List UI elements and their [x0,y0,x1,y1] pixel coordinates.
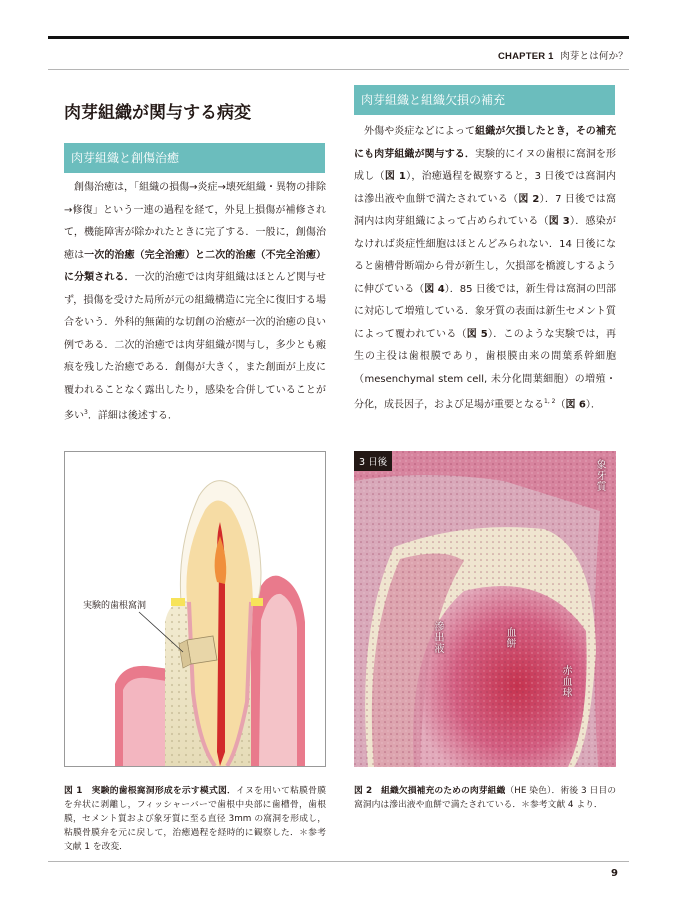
figure-1-caption [64,784,326,854]
figure-2-histology [354,451,616,767]
text-span: 外傷や炎症などによって [364,126,476,137]
chapter-label: CHAPTER 1 [497,51,554,62]
paragraph-wound-healing [64,177,326,428]
caption-title: 図 1 実験的歯根窩洞形成を示す模式図． [64,786,237,796]
bold-text: 一次的治癒（完全治癒）と二次的治癒（不完全治癒）に分類される． [64,249,327,283]
header-rule [48,69,629,70]
cej-mark-left [171,598,185,606]
text-span: ）． [585,399,601,411]
figure-ref: 図 6 [565,399,586,411]
text-span: ．詳細は後述する． [87,410,178,422]
section-heading-tissue-defect: 肉芽組織と組織欠損の補充 [354,85,615,115]
top-rule [48,36,629,39]
text-span: 創傷治癒は，「組織の損傷→炎症→壊死組織・異物の排除→修復」という一連の過程を経て，外見上損傷が補修されて，機能障害が除かれたときに完了する．一般に，創傷治癒は [64,182,326,261]
root-cavity [187,636,217,664]
figure-1-tooth-diagram [64,451,326,767]
text-span: ）．このような実験では，再生の主役は歯根膜であり，歯根膜由来の間葉系幹細胞（mesenchymal stem cell, 未分化間葉細胞）の増殖・分化，成長因子，および足場が重要となる [354,328,617,411]
histology-image [354,451,616,767]
text-span: ）．85 日後では，新生骨は窩洞の凹部に対応して増殖している．象牙質の表面は新生セメント質によって覆われている（ [354,283,617,340]
caption-text: （HE 染色）．術後 3 日目の窩洞内は滲出液や血餅で満たされている．＊参考文献 4 より． [354,786,617,810]
bold-text: 組織が欠損したとき，その補充にも肉芽組織が関与する． [354,126,617,160]
gingiva-right-inner [259,594,297,766]
section-heading-wound-healing: 肉芽組織と創傷治癒 [64,143,325,173]
figure-ref: 図 1 [384,171,406,182]
figure-ref: 図 4 [424,283,445,295]
cej-mark-right [251,598,263,606]
text-span: 実験的にイヌの歯根に窩洞を形成し（ [354,148,617,182]
figure-2-caption [354,784,616,812]
caption-title: 図 2 組織欠損補充のための肉芽組織 [354,786,506,796]
caption-text: イヌを用いて粘膜骨膜を弁状に剥離し，フィッシャーバーで歯根中央部に歯槽骨，歯根膜，セメント質および象牙質に至る直径 3mm の窩洞を形成し，粘膜骨膜弁を元に戻して，治癒過程を経時的に観察した．＊参考文献 1 を改変． [64,786,326,852]
text-span: 一次的治癒では肉芽組織はほとんど関与せず，損傷を受けた局所が元の組織構造に完全に復旧する場合をいう．外科的無菌的な切創の治癒が一次的治癒の良い例である．二次的治癒では肉芽組織が関与し，多少とも瘢痕を残した治癒である．創傷が大きく，また創面が上皮に覆われることなく露出したり，感染を合併していることが多い [64,272,327,422]
label-red-blood-cells: 赤血球 [560,665,571,698]
text-span: ）．感染がなければ炎症性細胞はほとんどみられない．14 日後になると歯槽骨断端から骨が新生し，欠損部を橋渡しするように伸びている（ [354,216,617,295]
label-clot: 血餅 [504,627,515,649]
label-dentin: 象牙質 [594,459,605,492]
cavity-callout-label: 実験的歯根窩洞 [83,601,147,611]
reference-superscript: 3 [84,409,88,416]
reference-superscript: 1, 2 [544,398,556,405]
page-number: 9 [611,868,618,879]
text-span: ），治癒過程を観察すると，3 日後では窩洞内は滲出液や血餅で満たされている（ [354,171,616,205]
text-span: ）．7 日後では窩洞内は肉芽組織によって占められている（ [354,193,616,227]
figure-ref: 図 5 [466,328,488,340]
tissue-texture [354,451,616,767]
figure-ref: 図 3 [548,216,570,227]
paragraph-tissue-defect [354,121,616,417]
running-header [498,48,628,62]
text-span: （ [555,399,566,411]
label-exudate: 滲出液 [432,621,443,654]
page-title: 肉芽組織が関与する病変 [64,103,251,123]
chapter-title: 肉芽とは何か？ [560,51,628,62]
footer-rule [48,861,629,862]
day-badge: 3 日後 [354,451,392,471]
figure-ref: 図 2 [518,193,540,205]
